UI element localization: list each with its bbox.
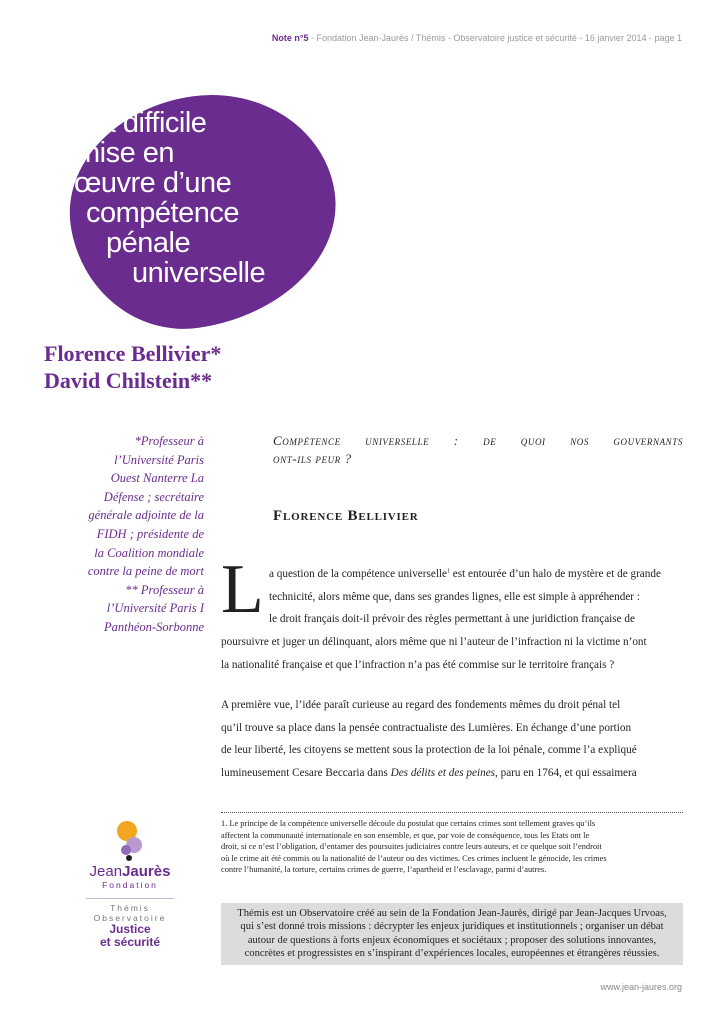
footnote-divider xyxy=(221,812,683,813)
logo-divider xyxy=(86,898,174,899)
paragraph-line: le droit français doit-il prévoir des règles permettant à une juridiction française de xyxy=(269,613,635,626)
affiliation-line: Défense ; secrétaire xyxy=(103,489,204,504)
info-line: Thémis est un Observatoire créé au sein de la Fondation Jean-Jaurès, dirigé par Jean-Jacques Urvoas, xyxy=(237,908,667,919)
note-number: Note n°5 xyxy=(271,33,309,43)
info-line: concrètes et progressistes en s’inspirant d’expériences locales, européennes et étrangères réussies. xyxy=(244,947,660,959)
section-title-line: Compétence universelle : de quoi nos gouvernants xyxy=(273,433,683,448)
logo-jaures: Jaurès xyxy=(122,863,171,880)
header-info: - Fondation Jean-Jaurès / Thémis - Observatoire justice et sécurité - 16 janvier 2014 - page 1 xyxy=(308,33,682,43)
logo-fondation: Fondation xyxy=(102,880,158,890)
paragraph-1 xyxy=(221,563,683,677)
affiliation-line: générale adjointe de la xyxy=(88,508,204,523)
footnote xyxy=(221,818,683,876)
text-run: , paru en 1764, et qui essaimera xyxy=(495,767,637,780)
affiliation-line: l’Université Paris xyxy=(114,452,204,467)
logo-securite: et sécurité xyxy=(99,935,161,949)
section-title-line: ont-ils peur ? xyxy=(273,451,352,466)
footnote-line: 1. Le principe de la compétence universelle découle du postulat que certains crimes sont tellement graves qu’ils xyxy=(221,819,596,828)
authors-block xyxy=(44,340,221,394)
footer-url-link[interactable]: www.jean-jaures.org xyxy=(600,982,682,992)
author-name: David Chilstein** xyxy=(44,368,213,393)
title-line: pénale xyxy=(106,227,191,259)
affiliation-line: Panthéon-Sorbonne xyxy=(104,619,204,634)
paragraph-line: poursuivre et juger un délinquant, alors même que ni l’auteur de l’infraction ni la victime n’ont xyxy=(221,636,647,649)
footnote-line: droit, si ce n’est l’obligation, d’entamer des poursuites judiciaires contre leurs auteurs, et ce quelque soit l’endroit xyxy=(221,842,602,852)
affiliation-line: Ouest Nanterre La xyxy=(110,471,204,486)
fondation-jean-jaures-logo xyxy=(80,818,180,898)
drop-cap: L xyxy=(221,551,264,628)
paragraph-line: technicité, alors même que, dans ses grandes lignes, elle est simple à appréhender : xyxy=(269,590,640,603)
paragraph-line: A première vue, l’idée paraît curieuse au regard des fondements mêmes du droit pénal tel xyxy=(221,699,621,711)
paragraph-2 xyxy=(221,694,683,785)
footnote-ref[interactable]: 1 xyxy=(447,568,450,575)
paragraph-line xyxy=(221,563,683,586)
book-title: Des délits et des peines xyxy=(390,767,496,780)
document-title xyxy=(0,108,360,288)
section-title xyxy=(273,432,683,468)
text-run: a question de la compétence universelle xyxy=(269,568,447,580)
section-author: Florence Bellivier xyxy=(273,508,419,524)
affiliation-line: l’Université Paris I xyxy=(106,601,204,616)
paragraph-line: de leur liberté, les citoyens se mettent sous la protection de la loi pénale, comme l’a expliqué xyxy=(221,744,637,757)
info-line: qui s’est donné trois missions : décrypter les enjeux juridiques et institutionnels ; organiser un débat xyxy=(240,921,664,933)
affiliation-line: contre la peine de mort xyxy=(87,564,204,579)
paragraph-line: qu’il trouve sa place dans la pensée contractualiste des Lumières. En échange d’une portion xyxy=(221,721,632,734)
affiliation-line: *Professeur à xyxy=(134,434,204,448)
title-line: La difficile xyxy=(84,107,207,139)
affiliation-line: ** Professeur à xyxy=(125,582,204,597)
logo-jean: Jean xyxy=(89,863,123,880)
title-line: œuvre d’une xyxy=(74,167,232,199)
affiliation-line: la Coalition mondiale xyxy=(94,545,204,560)
page-header xyxy=(272,33,682,43)
logo-circles-icon xyxy=(80,818,180,864)
affiliation-line: FIDH ; présidente de xyxy=(96,526,204,541)
info-line: autour de questions à forts enjeux économiques et sociétaux ; proposer des solutions innovantes, xyxy=(247,934,657,946)
footnote-line: contre l’humanité, la torture, certains crimes de guerre, l’apartheid et l’esclavage, parmi d’autres. xyxy=(221,865,547,875)
footnote-line: affectent la communauté internationale en son ensemble, et que, par voie de conséquence, tous les Etats ont le xyxy=(221,830,590,840)
text-run: lumineusement Cesare Beccaria dans xyxy=(221,767,391,780)
author-affiliations xyxy=(40,432,204,637)
footnote-line: où le crime ait été commis ou la nationalité de l’auteur ou des victimes. Ces crimes incluent le génocide, les crimes xyxy=(221,853,607,863)
logo-observatoire: Observatoire xyxy=(93,913,167,923)
title-line: universelle xyxy=(132,257,266,289)
title-line: compétence xyxy=(86,197,239,229)
text-run: est entourée d’un halo de mystère et de grande xyxy=(450,568,661,580)
logo-justice: Justice xyxy=(109,922,151,936)
themis-info-box xyxy=(221,903,683,965)
logo-themis: Thémis xyxy=(110,903,150,913)
paragraph-line: la nationalité française et que l’infraction n’a pas été commise sur le territoire français ? xyxy=(221,658,615,671)
themis-observatoire-logo xyxy=(80,898,180,949)
paragraph-line xyxy=(221,762,683,785)
author-name: Florence Bellivier* xyxy=(44,341,222,366)
title-line: mise en xyxy=(76,137,175,169)
